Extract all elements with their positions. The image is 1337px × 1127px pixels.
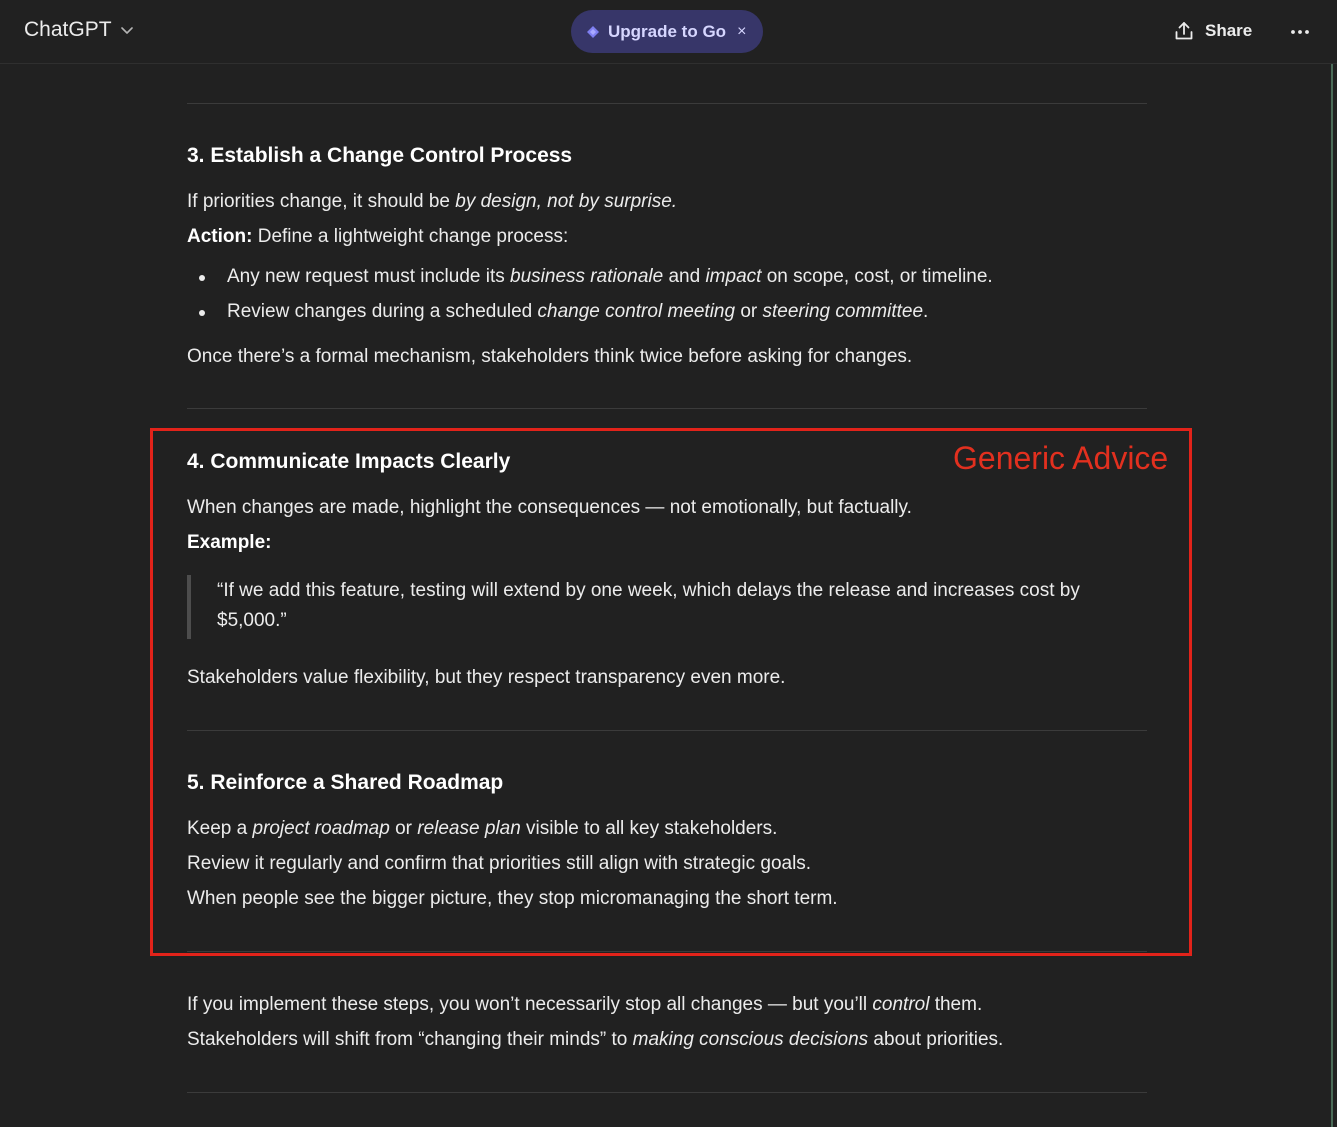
annotation-box	[150, 428, 1192, 956]
list-item: Any new request must include its business rationale and impact on scope, cost, or timeline.	[227, 266, 993, 287]
more-options-icon[interactable]	[1288, 20, 1312, 44]
section-4-example-label: Example:	[187, 532, 272, 553]
section-4-heading: 4. Communicate Impacts Clearly	[187, 450, 511, 473]
upgrade-label: Upgrade to Go	[608, 21, 727, 41]
section-5-line: When people see the bigger picture, they stop micromanaging the short term.	[187, 888, 838, 909]
section-5-heading: 5. Reinforce a Shared Roadmap	[187, 771, 504, 794]
bullet-dot	[199, 275, 205, 281]
chevron-down-icon	[120, 23, 134, 37]
blockquote: “If we add this feature, testing will extend by one week, which delays the release and increases cost by $5,000.”	[217, 580, 1080, 631]
diamond-icon	[586, 25, 600, 39]
scrollbar[interactable]	[1331, 64, 1333, 1127]
divider	[187, 1092, 1147, 1093]
share-button[interactable]	[1173, 20, 1252, 42]
section-5-line: Keep a project roadmap or release plan visible to all key stakeholders.	[187, 818, 778, 839]
conclusion-line: Stakeholders will shift from “changing their minds” to making conscious decisions about priorities.	[187, 1029, 1004, 1050]
model-selector[interactable]	[24, 18, 134, 42]
section-5-line: Review it regularly and confirm that priorities still align with strategic goals.	[187, 853, 812, 874]
section-4-closing: Stakeholders value flexibility, but they respect transparency even more.	[187, 667, 786, 688]
divider	[187, 408, 1147, 409]
section-3-action: Action: Define a lightweight change process:	[187, 226, 569, 247]
section-3-heading: 3. Establish a Change Control Process	[187, 144, 573, 167]
conclusion-line: If you implement these steps, you won’t necessarily stop all changes — but you’ll control them.	[187, 994, 983, 1015]
divider	[187, 103, 1147, 104]
section-3-closing: Once there’s a formal mechanism, stakeholders think twice before asking for changes.	[187, 346, 913, 367]
share-icon	[1173, 20, 1195, 42]
section-3-intro: If priorities change, it should be by design, not by surprise.	[187, 191, 678, 212]
bullet-dot	[199, 310, 205, 316]
upgrade-button[interactable]	[571, 10, 763, 53]
top-bar	[0, 0, 1337, 64]
share-label: Share	[1205, 21, 1253, 40]
list-item: Review changes during a scheduled change control meeting or steering committee.	[227, 301, 929, 322]
annotation-label: Generic Advice	[953, 440, 1169, 476]
section-4-intro: When changes are made, highlight the consequences — not emotionally, but factually.	[187, 497, 912, 518]
app-name: ChatGPT	[24, 18, 112, 41]
close-icon[interactable]: ×	[737, 22, 747, 40]
